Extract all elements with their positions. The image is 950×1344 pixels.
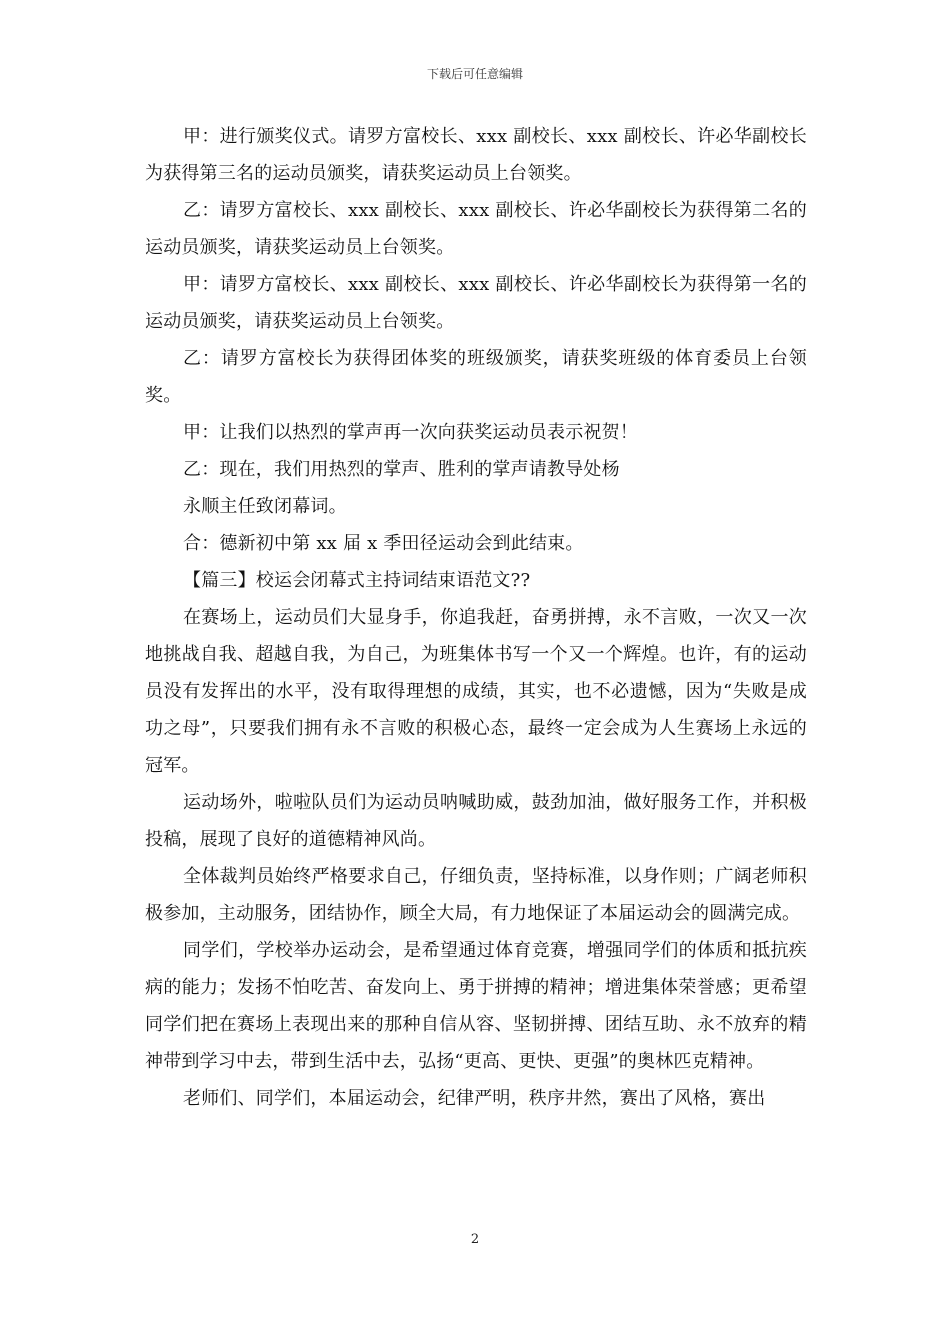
paragraph-closing-speech-intro: 乙：现在，我们用热烈的掌声、胜利的掌声请教导处杨: [183, 459, 620, 480]
paragraph-referees: 全体裁判员始终严格要求自己，仔细负责，坚持标准，以身作则；广阔老师积极参加，主动服务，团结协作，顾全大局，有力地保证了本届运动会的圆满完成。: [145, 866, 807, 924]
section-heading: 【篇三】校运会闭幕式主持词结束语范文??: [183, 570, 531, 591]
paragraph-cheerleaders: 运动场外，啦啦队员们为运动员呐喊助威，鼓劲加油，做好服务工作，并积极投稿，展现了良好的道德精神风尚。: [145, 792, 807, 850]
paragraph-closing-speech-continued: 永顺主任致闭幕词。: [183, 496, 347, 517]
paragraph-award-team: 乙：请罗方富校长为获得团体奖的班级颁奖，请获奖班级的体育委员上台领奖。: [145, 348, 807, 406]
paragraph-athletes: 在赛场上，运动员们大显身手，你追我赶，奋勇拼搏，永不言败，一次又一次地挑战自我、超越自我，为自己，为班集体书写一个又一个辉煌。也许，有的运动员没有发挥出的水平，没有取得理想的成绩，其实，也不必遗憾，因为“失败是成功之母”，只要我们拥有永不言败的积极心态，最终一定会成为人生赛场上永远的冠军。: [145, 607, 807, 776]
document-body: [145, 118, 807, 1117]
paragraph-award-first-place: 甲：请罗方富校长、xxx 副校长、xxx 副校长、许必华副校长为获得第一名的运动员颁奖，请获奖运动员上台领奖。: [145, 274, 807, 332]
paragraph-award-second-place: 乙：请罗方富校长、xxx 副校长、xxx 副校长、许必华副校长为获得第二名的运动员颁奖，请获奖运动员上台领奖。: [145, 200, 807, 258]
paragraph-award-third-place: 甲：进行颁奖仪式。请罗方富校长、xxx 副校长、xxx 副校长、许必华副校长为获得第三名的运动员颁奖，请获奖运动员上台领奖。: [145, 126, 807, 184]
paragraph-teachers-students: 老师们、同学们，本届运动会，纪律严明，秩序井然，赛出了风格，赛出: [183, 1088, 766, 1109]
paragraph-congratulations: 甲：让我们以热烈的掌声再一次向获奖运动员表示祝贺！: [183, 422, 638, 443]
page-header: 下载后可任意编辑: [426, 67, 523, 81]
paragraph-meeting-end: 合：德新初中第 xx 届 x 季田径运动会到此结束。: [183, 533, 584, 554]
page-number: 2: [470, 1232, 480, 1247]
paragraph-students: 同学们，学校举办运动会，是希望通过体育竞赛，增强同学们的体质和抵抗疾病的能力；发扬不怕吃苦、奋发向上、勇于拼搏的精神；增进集体荣誉感；更希望同学们把在赛场上表现出来的那种自信从容、坚韧拼搏、团结互助、永不放弃的精神带到学习中去，带到生活中去，弘扬“更高、更快、更强”的奥林匹克精神。: [145, 940, 807, 1072]
